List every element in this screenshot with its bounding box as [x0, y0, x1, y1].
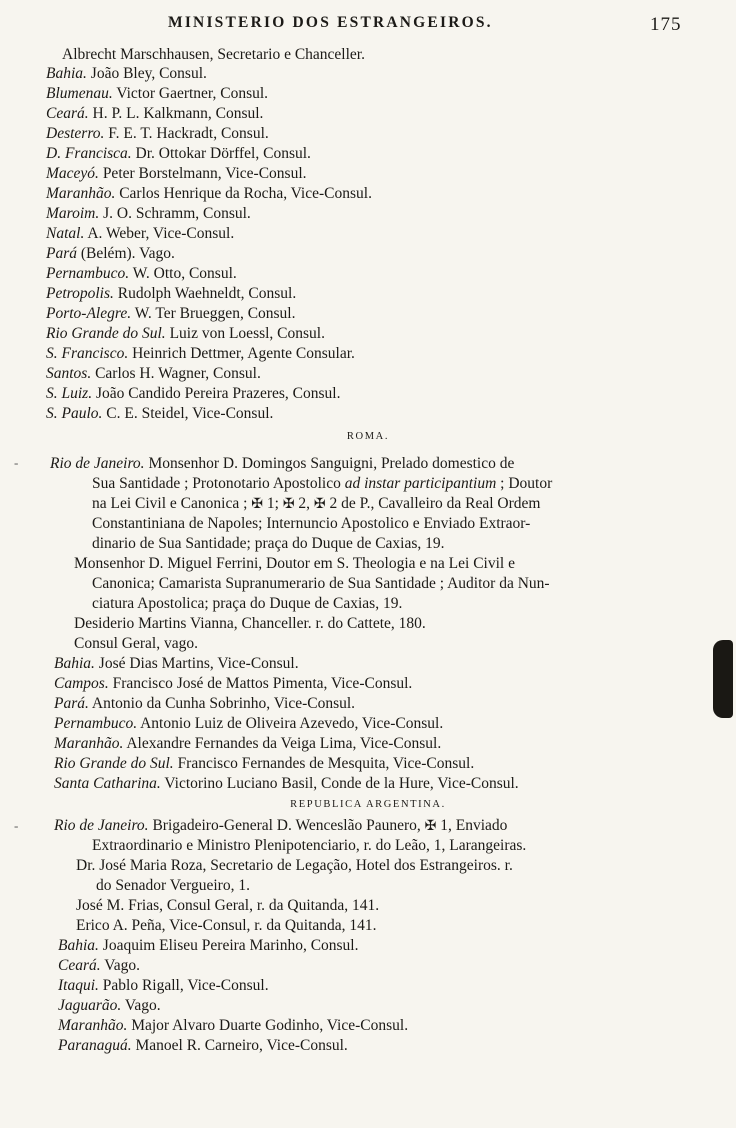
entry-text: Antonio Luiz de Oliveira Azevedo, Vice-Consul. — [140, 715, 444, 732]
entry-line: Monsenhor D. Miguel Ferrini, Doutor em S. Theologia e na Lei Civil e — [74, 555, 515, 572]
running-title: MINISTERIO DOS ESTRANGEIROS. — [168, 14, 493, 31]
entry-place: S. Luiz. — [46, 385, 93, 402]
entry-place: Maroim. — [46, 205, 100, 222]
entry-line — [58, 936, 359, 956]
entry-place: S. Francisco. — [46, 345, 129, 362]
entry-line — [46, 204, 251, 224]
entry-place: Pernambuco. — [54, 715, 138, 732]
entry-place: Bahia. — [46, 65, 87, 82]
entry-place: Pará. — [54, 695, 89, 712]
entry-text: C. E. Steidel, Vice-Consul. — [106, 405, 274, 422]
entry-place: Bahia. — [58, 937, 99, 954]
entry-text: Rudolph Waehneldt, Consul. — [117, 285, 297, 302]
cross-order-icon: ✠ — [313, 497, 326, 512]
entry-line — [46, 344, 355, 364]
entry-text: Major Alvaro Duarte Godinho, Vice-Consul. — [131, 1017, 409, 1034]
entry-place: Santa Catharina. — [54, 775, 161, 792]
entry-line — [58, 976, 269, 996]
entry-text: Manoel R. Carneiro, Vice-Consul. — [135, 1037, 348, 1054]
entry-text: Luiz von Loessl, Consul. — [169, 325, 325, 342]
entry-text: Vago. — [124, 997, 161, 1014]
entry-line — [46, 164, 307, 184]
entry-line: Rio de Janeiro. Brigadeiro-General D. Wenceslão Paunero, ✠ 1, Enviado — [54, 816, 507, 836]
entry-line — [46, 284, 296, 304]
entry-text: Francisco José de Mattos Pimenta, Vice-Consul. — [112, 675, 413, 692]
entry-text: F. E. T. Hackradt, Consul. — [108, 125, 269, 142]
entry-text: Carlos Henrique da Rocha, Vice-Consul. — [119, 185, 372, 202]
entry-line — [46, 244, 175, 264]
entry-place: Blumenau. — [46, 85, 113, 102]
entry-line: Albrecht Marschhausen, Secretario e Chanceller. — [62, 46, 365, 63]
entry-text: Brigadeiro-General D. Wenceslão Paunero, — [152, 817, 425, 834]
entry-text: W. Otto, Consul. — [132, 265, 237, 282]
entry-text: João Bley, Consul. — [90, 65, 207, 82]
cross-order-icon: ✠ — [251, 497, 263, 512]
entry-place: Paranaguá. — [58, 1037, 132, 1054]
entry-text: Peter Borstelmann, Vice-Consul. — [102, 165, 307, 182]
entry-text: Heinrich Dettmer, Agente Consular. — [132, 345, 355, 362]
entry-place: Maceyó. — [46, 165, 99, 182]
entry-line — [54, 714, 443, 734]
entry-line — [46, 64, 207, 84]
entry-text: Antonio da Cunha Sobrinho, Vice-Consul. — [91, 695, 356, 712]
entry-place: Itaqui. — [58, 977, 99, 994]
entry-place: Bahia. — [54, 655, 95, 672]
entry-line: Extraordinario e Ministro Plenipotenciario, r. do Leão, 1, Larangeiras. — [92, 837, 527, 854]
entry-place: Maranhão. — [46, 185, 116, 202]
entry-place: Pernambuco. — [46, 265, 130, 282]
entry-text: João Candido Pereira Prazeres, Consul. — [95, 385, 341, 402]
entry-place: Santos. — [46, 365, 92, 382]
section-heading-argentina: REPUBLICA ARGENTINA. — [290, 799, 446, 810]
entry-line — [54, 754, 474, 774]
entry-line — [46, 264, 237, 284]
entry-line: Dr. José Maria Roza, Secretario de Legação, Hotel dos Estrangeiros. r. — [76, 857, 513, 874]
entry-place: Rio de Janeiro. — [50, 455, 145, 472]
entry-text: H. P. L. Kalkmann, Consul. — [92, 105, 264, 122]
entry-place: Desterro. — [46, 125, 105, 142]
entry-text: Francisco Fernandes de Mesquita, Vice-Consul. — [177, 755, 475, 772]
entry-place: S. Paulo. — [46, 405, 103, 422]
entry-place: Petropolis. — [46, 285, 114, 302]
entry-text: Pablo Rigall, Vice-Consul. — [102, 977, 269, 994]
entry-text: Joaquim Eliseu Pereira Marinho, Consul. — [102, 937, 359, 954]
entry-text: (Belém). Vago. — [80, 245, 175, 262]
entry-text: Alexandre Fernandes da Veiga Lima, Vice-Consul. — [126, 735, 442, 752]
page-number: 175 — [650, 14, 682, 35]
entry-place: Maranhão. — [54, 735, 124, 752]
entry-line — [46, 84, 268, 104]
entry-place: Pará — [46, 245, 77, 262]
entry-line — [46, 384, 340, 404]
entry-line: dinario de Sua Santidade; praça do Duque de Caxias, 19. — [92, 535, 445, 552]
entry-line — [46, 404, 273, 424]
entry-line: Canonica; Camarista Supranumerario de Sua Santidade ; Auditor da Nun- — [92, 575, 550, 592]
entry-line — [58, 956, 140, 976]
entry-place: Rio Grande do Sul. — [46, 325, 166, 342]
entry-place: Natal. — [46, 225, 85, 242]
entry-line — [50, 454, 514, 474]
entry-line: José M. Frias, Consul Geral, r. da Quitanda, 141. — [76, 897, 380, 914]
entry-place: Maranhão. — [58, 1017, 128, 1034]
binding-mark — [713, 640, 733, 718]
entry-text: Monsenhor D. Domingos Sanguigni, Prelado domestico de — [148, 455, 515, 472]
entry-line — [46, 224, 234, 244]
entry-line — [46, 124, 269, 144]
entry-line: do Senador Vergueiro, 1. — [96, 877, 250, 894]
entry-line — [54, 734, 441, 754]
entry-text: Vago. — [104, 957, 140, 974]
entry-line — [54, 674, 412, 694]
entry-line: na Lei Civil e Canonica ; ✠ 1; ✠ 2, ✠ 2 de P., Cavalleiro da Real Ordem — [92, 494, 540, 514]
entry-place: Ceará. — [58, 957, 101, 974]
entry-line — [58, 996, 161, 1016]
entry-line — [46, 304, 296, 324]
entry-line: Consul Geral, vago. — [74, 635, 198, 652]
margin-mark: - — [14, 455, 19, 470]
entry-line — [54, 694, 355, 714]
entry-line — [54, 774, 519, 794]
entry-line: Constantiniana de Napoles; Internuncio Apostolico e Enviado Extraor- — [92, 515, 531, 532]
entry-text: Victor Gaertner, Consul. — [116, 85, 269, 102]
entry-line — [58, 1016, 408, 1036]
entry-line: Erico A. Peña, Vice-Consul, r. da Quitanda, 141. — [76, 917, 377, 934]
page-header — [0, 8, 736, 38]
entry-line — [54, 654, 299, 674]
entry-place: Rio Grande do Sul. — [54, 755, 174, 772]
margin-mark: - — [14, 818, 19, 833]
entry-line — [58, 1036, 348, 1056]
entry-text: W. Ter Brueggen, Consul. — [134, 305, 296, 322]
entry-line — [46, 184, 372, 204]
order-medal-icon: ✠ — [424, 819, 437, 834]
entry-line — [46, 324, 325, 344]
entry-text: Victorino Luciano Basil, Conde de la Hure, Vice-Consul. — [164, 775, 519, 792]
entry-place: Jaguarão. — [58, 997, 122, 1014]
entry-place: Ceará. — [46, 105, 89, 122]
entry-line: Sua Santidade ; Protonotario Apostolico ad instar participantium ; Doutor — [92, 475, 553, 492]
entry-line: ciatura Apostolica; praça do Duque de Caxias, 19. — [92, 595, 403, 612]
entry-text: J. O. Schramm, Consul. — [103, 205, 251, 222]
entry-text: Carlos H. Wagner, Consul. — [95, 365, 261, 382]
entry-text: José Dias Martins, Vice-Consul. — [98, 655, 299, 672]
entry-place: Campos. — [54, 675, 109, 692]
entry-line — [46, 144, 311, 164]
entry-place: Rio de Janeiro. — [54, 817, 149, 834]
entry-line — [46, 364, 261, 384]
entry-place: Porto-Alegre. — [46, 305, 132, 322]
entry-text: A. Weber, Vice-Consul. — [87, 225, 235, 242]
entry-place: D. Francisca. — [46, 145, 132, 162]
entry-text: Dr. Ottokar Dörffel, Consul. — [135, 145, 311, 162]
entry-line — [46, 104, 263, 124]
cross-order-icon: ✠ — [282, 497, 295, 512]
section-heading-roma: ROMA. — [346, 431, 390, 442]
entry-line: Desiderio Martins Vianna, Chanceller. r. do Cattete, 180. — [74, 615, 426, 632]
